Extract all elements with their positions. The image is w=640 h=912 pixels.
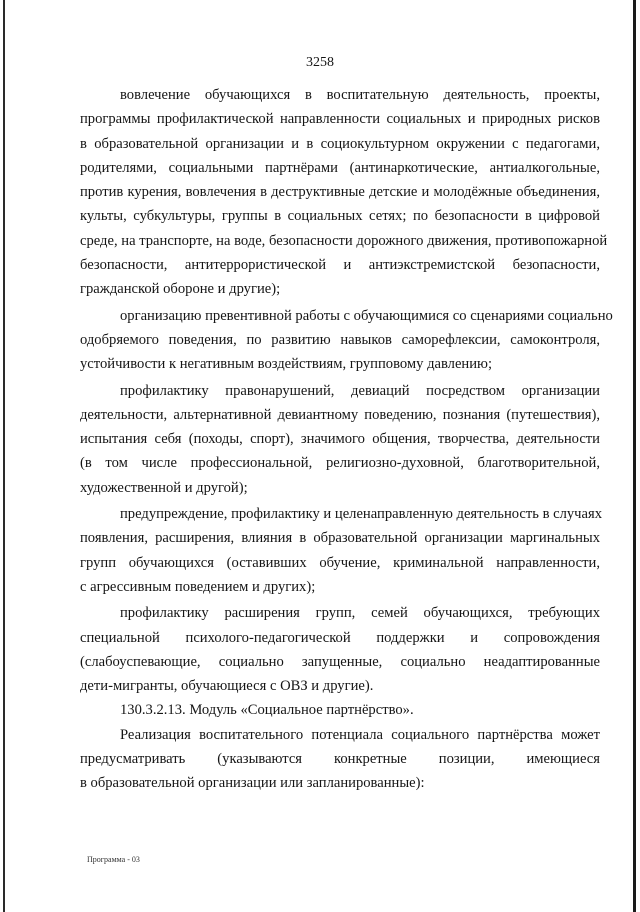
scan-edge-left (3, 0, 5, 912)
text-line: групп обучающихся (оставивших обучение, криминальной направленности, (80, 554, 600, 571)
page-number: 3258 (306, 55, 334, 70)
text-line: специальной психолого-педагогической поддержки и сопровождения (80, 629, 600, 646)
text-line: профилактику правонарушений, девиаций посредством организации (120, 382, 600, 399)
paragraph-prevention-offenses (80, 379, 600, 500)
paragraph-groups-support (80, 601, 600, 698)
paragraph-warning (80, 502, 600, 599)
text-line: испытания себя (походы, спорт), значимого общения, творчества, деятельности (80, 431, 600, 448)
text-line: предупреждение, профилактику и целенаправленную деятельность в случаях (120, 506, 602, 523)
text-line: родителями, социальными партнёрами (антинаркотические, антиалкогольные, (80, 159, 600, 176)
text-line: в образовательной организации и в социокультурном окружении с педагогами, (80, 135, 600, 152)
document-body (80, 83, 613, 796)
text-line: организацию превентивной работы с обучающимися со сценариями социально (120, 307, 613, 324)
paragraph-partnership (80, 723, 600, 796)
text-line: деятельности, альтернативной девиантному поведению, познания (путешествия), (80, 406, 600, 423)
text-line: (слабоуспевающие, социально запущенные, социально неадаптированные (80, 653, 600, 670)
footer-note: Программа - 03 (87, 855, 140, 864)
text-line: против курения, вовлечения в деструктивные детские и молодёжные объединения, (80, 184, 600, 201)
text-line: безопасности, антитеррористической и антиэкстремистской безопасности, (80, 257, 600, 274)
text-line: устойчивости к негативным воздействиям, групповому давлению; (80, 356, 493, 373)
text-line: вовлечение обучающихся в воспитательную деятельность, проекты, (120, 87, 600, 103)
text-line: Реализация воспитательного потенциала социального партнёрства может (120, 726, 600, 743)
text-line: с агрессивным поведением и других); (80, 578, 316, 595)
text-line: среде, на транспорте, на воде, безопасности дорожного движения, противопожарной (80, 232, 608, 249)
text-line: профилактику расширения групп, семей обучающихся, требующих (120, 605, 600, 622)
paragraph-involvement (80, 83, 608, 302)
section-heading (80, 698, 600, 722)
paragraph-preventive-work (80, 304, 613, 377)
scan-edge-right (633, 0, 636, 912)
text-line: художественной и другой); (80, 479, 248, 496)
text-line: культы, субкультуры, группы в социальных сетях; по безопасности в цифровой (80, 208, 600, 225)
text-line: одобряемого поведения, по развитию навыков саморефлексии, самоконтроля, (80, 331, 600, 348)
text-line: программы профилактической направленности социальных и природных рисков (80, 111, 600, 128)
text-line: предусматривать (указываются конкретные позиции, имеющиеся (80, 751, 600, 768)
module-title: 130.3.2.13. Модуль «Социальное партнёрство». (120, 702, 414, 719)
text-line: появления, расширения, влияния в образовательной организации маргинальных (80, 530, 600, 547)
text-line: (в том числе профессиональной, религиозно-духовной, благотворительной, (80, 455, 600, 472)
text-line: дети-мигранты, обучающиеся с ОВЗ и другие). (80, 678, 374, 695)
text-line: в образовательной организации или запланированные): (80, 775, 425, 792)
text-line: гражданской обороне и другие); (80, 281, 281, 298)
